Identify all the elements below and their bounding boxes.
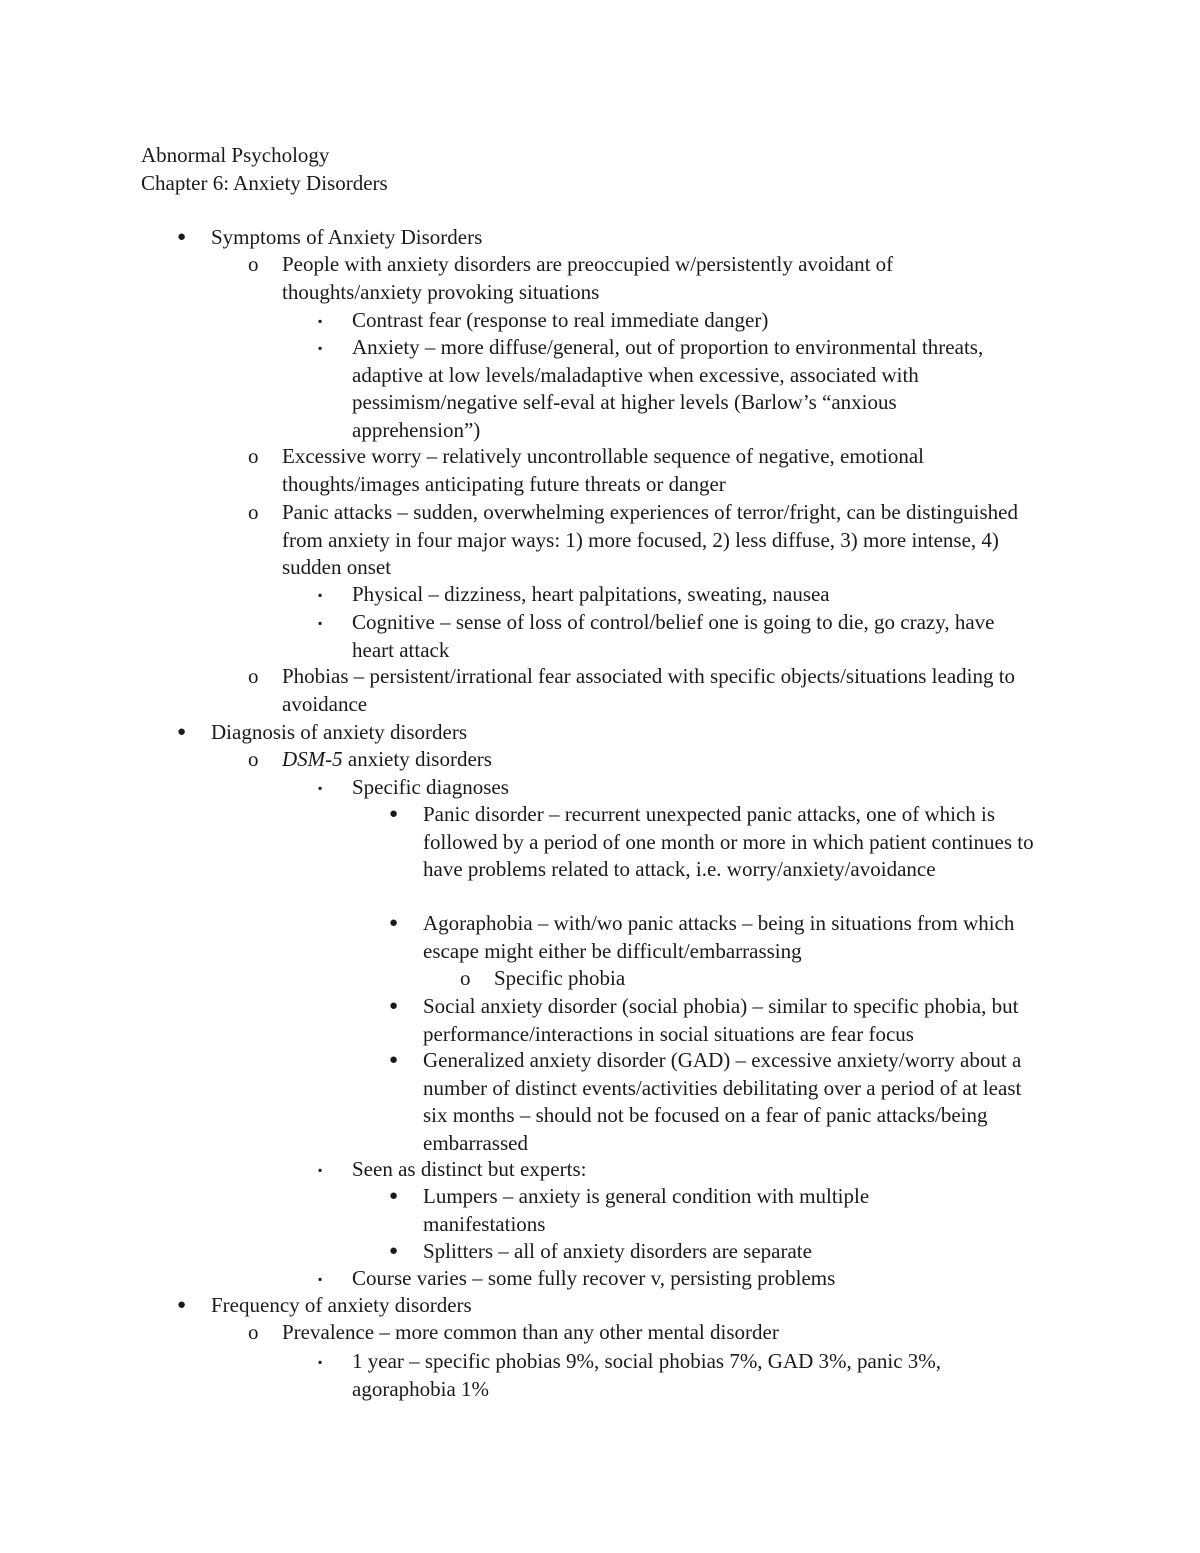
chapter-title: Chapter 6: Anxiety Disorders xyxy=(141,170,388,195)
bullet-dot-icon: ● xyxy=(389,915,399,931)
item-text: Social anxiety disorder (social phobia) – similar to specific phobia, but performance/interactions in social situations are fear focus xyxy=(423,994,1019,1046)
list-item-specific-diagnoses xyxy=(318,774,1052,802)
list-item-phobias xyxy=(248,663,1017,718)
bullet-square-icon: ▪ xyxy=(318,781,323,795)
list-item-panic-attacks xyxy=(248,499,1042,582)
item-text: Frequency of anxiety disorders xyxy=(211,1293,472,1317)
list-item-diagnosis xyxy=(177,719,1051,747)
item-text: Diagnosis of anxiety disorders xyxy=(211,720,468,744)
item-text: Symptoms of Anxiety Disorders xyxy=(211,225,483,249)
item-text: Lumpers – anxiety is general condition with multiple manifestations xyxy=(423,1184,870,1236)
list-item-worry xyxy=(248,443,1012,498)
item-text: Generalized anxiety disorder (GAD) – excessive anxiety/worry about a number of distinct events/activities debilitating over a period of at least six months – should not be focused on a fear of panic attacks/being embarrassed xyxy=(423,1048,1022,1155)
list-item-seen-distinct xyxy=(318,1156,1052,1184)
list-item-anxiety xyxy=(318,334,1022,444)
bullet-dot-icon: ● xyxy=(389,1243,399,1259)
bullet-square-icon: ▪ xyxy=(318,1272,323,1286)
bullet-square-icon: ▪ xyxy=(318,616,323,630)
bullet-square-icon: ▪ xyxy=(318,314,323,328)
list-item-one-year xyxy=(318,1348,1022,1403)
item-text: Course varies – some fully recover v, persisting problems xyxy=(352,1266,836,1290)
list-item-frequency xyxy=(177,1292,1051,1320)
bullet-dot-icon: ● xyxy=(389,1188,399,1204)
course-title: Abnormal Psychology xyxy=(141,143,330,167)
bullet-dot-icon: ● xyxy=(177,229,187,245)
list-item-panic-disorder xyxy=(389,801,1048,884)
bullet-circle-icon: o xyxy=(248,747,259,771)
item-text: Panic disorder – recurrent unexpected panic attacks, one of which is followed by a period of one month or more in which patient continues to have problems related to attack, i.e. worry/anxiety/avoidance xyxy=(423,802,1034,881)
list-item-gad xyxy=(389,1047,1043,1157)
item-text: Panic attacks – sudden, overwhelming experiences of terror/fright, can be distinguished from anxiety in four major ways: 1) more focused, 2) less diffuse, 3) more intense, 4) sudden onset xyxy=(282,500,1018,579)
list-item-physical xyxy=(318,581,1052,609)
list-item-agoraphobia xyxy=(389,910,1033,965)
item-text: Anxiety – more diffuse/general, out of proportion to environmental threats, adaptive at low levels/maladaptive when excessive, associated with pessimism/negative self-eval at higher levels (Barlow’s “anxious apprehension”) xyxy=(352,335,984,442)
item-text: Physical – dizziness, heart palpitations, sweating, nausea xyxy=(352,582,830,606)
item-text: Splitters – all of anxiety disorders are separate xyxy=(423,1239,812,1263)
item-text: Cognitive – sense of loss of control/belief one is going to die, go crazy, have heart attack xyxy=(352,610,995,662)
item-text: People with anxiety disorders are preoccupied w/persistently avoidant of thoughts/anxiety provoking situations xyxy=(282,252,894,304)
document-header xyxy=(141,142,388,197)
bullet-dot-icon: ● xyxy=(389,998,399,1014)
list-item-cognitive xyxy=(318,609,1032,664)
bullet-square-icon: ▪ xyxy=(318,588,323,602)
item-text: anxiety disorders xyxy=(342,747,492,771)
bullet-square-icon: ▪ xyxy=(318,1355,323,1369)
item-text: Excessive worry – relatively uncontrollable sequence of negative, emotional thoughts/images anticipating future threats or danger xyxy=(282,444,925,496)
item-text: Specific diagnoses xyxy=(352,775,509,799)
list-item-contrast-fear xyxy=(318,307,1052,335)
list-item-lumpers xyxy=(389,1183,943,1238)
list-item-symptoms xyxy=(177,224,1051,252)
bullet-square-icon: ▪ xyxy=(318,341,323,355)
item-text: Contrast fear (response to real immediate danger) xyxy=(352,308,769,332)
bullet-circle-icon: o xyxy=(248,252,259,276)
bullet-circle-icon: o xyxy=(248,444,259,468)
item-text: Seen as distinct but experts: xyxy=(352,1157,587,1181)
list-item-prevalence xyxy=(248,1319,1042,1347)
list-item-course xyxy=(318,1265,1052,1293)
bullet-dot-icon: ● xyxy=(177,1297,187,1313)
bullet-dot-icon: ● xyxy=(177,724,187,740)
dsm-title: DSM-5 xyxy=(282,747,343,771)
list-item-specific-phobia xyxy=(460,965,1054,993)
bullet-dot-icon: ● xyxy=(389,806,399,822)
item-text: Phobias – persistent/irrational fear associated with specific objects/situations leading to avoidance xyxy=(282,664,1016,716)
bullet-circle-icon: o xyxy=(248,1320,259,1344)
list-item-splitters xyxy=(389,1238,1063,1266)
bullet-circle-icon: o xyxy=(248,664,259,688)
item-text: 1 year – specific phobias 9%, social phobias 7%, GAD 3%, panic 3%, agoraphobia 1% xyxy=(352,1349,942,1401)
item-text: Prevalence – more common than any other mental disorder xyxy=(282,1320,779,1344)
list-item-preoccupied xyxy=(248,251,982,306)
bullet-square-icon: ▪ xyxy=(318,1163,323,1177)
list-item-dsm5 xyxy=(248,746,1042,774)
bullet-circle-icon: o xyxy=(248,500,259,524)
bullet-dot-icon: ● xyxy=(389,1052,399,1068)
bullet-circle-icon: o xyxy=(460,966,471,990)
list-item-social-anxiety xyxy=(389,993,1063,1048)
item-text: Specific phobia xyxy=(494,966,626,990)
item-text: Agoraphobia – with/wo panic attacks – being in situations from which escape might either be difficult/embarrassing xyxy=(423,911,1015,963)
